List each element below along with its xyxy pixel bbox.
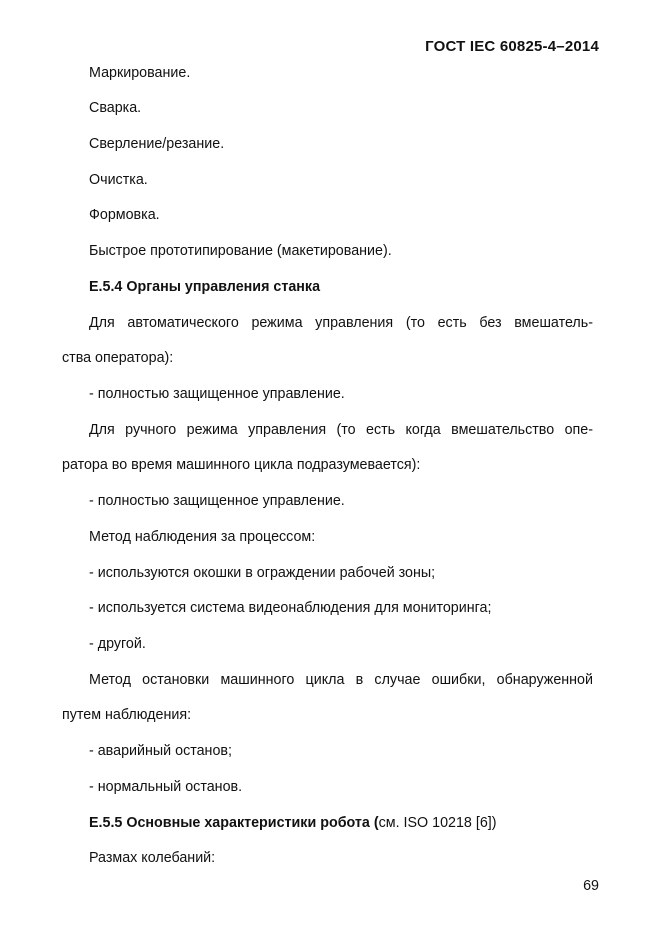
- section-heading: E.5.4 Органы управления станка: [89, 279, 321, 295]
- paragraph-line: Метод наблюдения за процессом:: [89, 529, 316, 545]
- paragraph-line: Для ручного режима управления (то есть когда вмешательство опе-: [89, 422, 593, 438]
- list-item: Сверление/резание.: [89, 136, 225, 152]
- bullet-item: - используются окошки в ограждении рабочей зоны;: [89, 565, 436, 581]
- section-heading: [89, 814, 593, 832]
- section-heading-bold: E.5.5 Основные характеристики робота (: [89, 815, 379, 831]
- paragraph-line: Для автоматического режима управления (то есть без вмешатель-: [89, 315, 593, 331]
- list-item: Быстрое прототипирование (макетирование).: [89, 243, 392, 259]
- page-number: 69: [583, 878, 599, 894]
- paragraph-line: Размах колебаний:: [89, 850, 216, 866]
- bullet-item: - другой.: [89, 636, 146, 652]
- bullet-item: - аварийный останов;: [89, 743, 232, 759]
- paragraph-line: Метод остановки машинного цикла в случае ошибки, обнаруженной: [89, 672, 593, 688]
- paragraph-line: ратора во время машинного цикла подразумевается):: [62, 457, 421, 473]
- list-item: Маркирование.: [89, 65, 191, 81]
- bullet-item: - полностью защищенное управление.: [89, 493, 345, 509]
- bullet-item: - нормальный останов.: [89, 779, 243, 795]
- bullet-item: - используется система видеонаблюдения для мониторинга;: [89, 600, 492, 616]
- list-item: Сварка.: [89, 100, 142, 116]
- document-header: ГОСТ IEC 60825-4–2014: [425, 38, 599, 55]
- paragraph-line: ства оператора):: [62, 350, 174, 366]
- list-item: Формовка.: [89, 207, 160, 223]
- paragraph-line: путем наблюдения:: [62, 707, 192, 723]
- bullet-item: - полностью защищенное управление.: [89, 386, 345, 402]
- section-heading-reference: см. ISO 10218 [6]): [378, 815, 497, 831]
- list-item: Очистка.: [89, 172, 148, 188]
